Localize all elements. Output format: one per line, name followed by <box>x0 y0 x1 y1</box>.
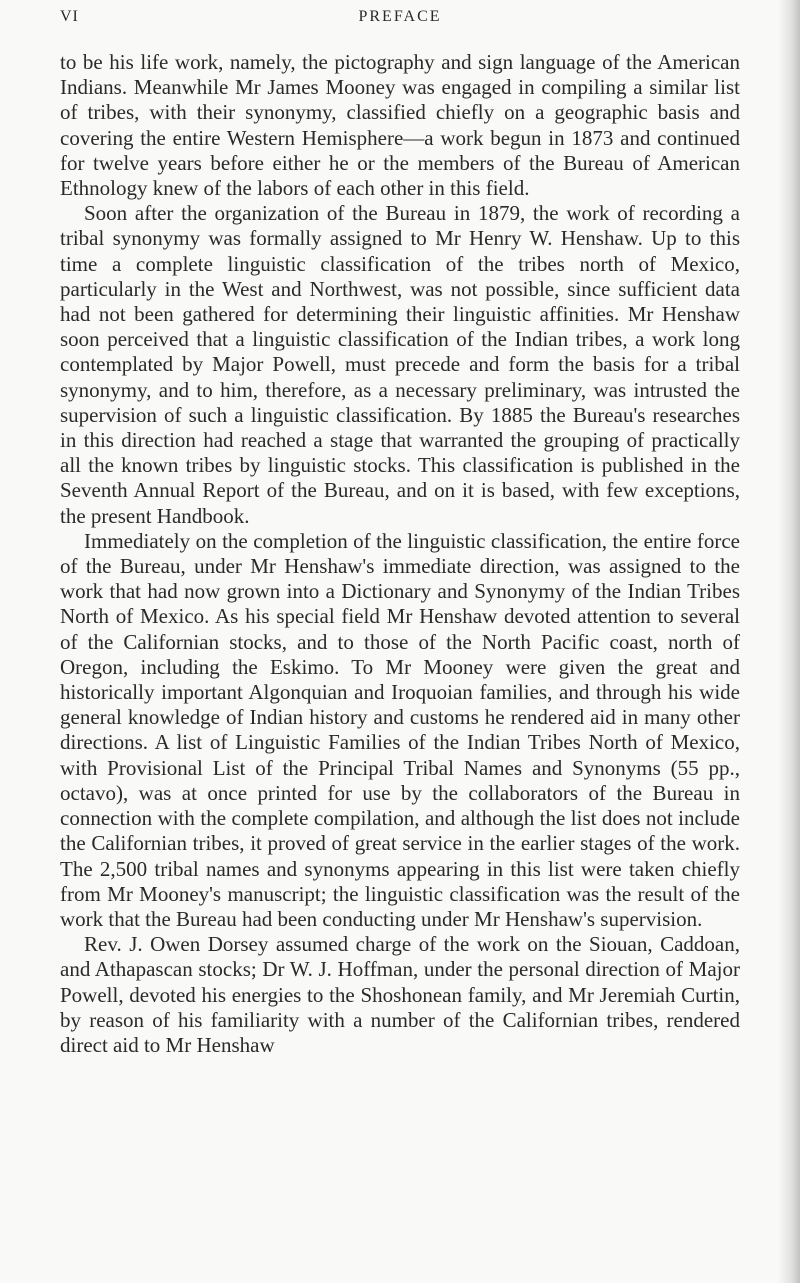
page-number: VI <box>60 8 79 25</box>
page-header <box>60 8 740 34</box>
paragraph: Immediately on the completion of the linguistic classification, the entire force of the Bureau, under Mr Henshaw's immediate direction, was assigned to the work that had now grown into a Dictionary and Synonymy of the Indian Tribes North of Mexico. As his special field Mr Henshaw devoted attention to several of the Californian stocks, and to those of the North Pacific coast, north of Oregon, including the Eskimo. To Mr Mooney were given the great and historically important Algonquian and Iroquoian families, and through his wide general knowledge of Indian history and customs he rendered aid in many other directions. A list of Linguistic Families of the Indian Tribes North of Mexico, with Provisional List of the Principal Tribal Names and Synonyms (55 pp., octavo), was at once printed for use by the collaborators of the Bureau in connection with the complete compilation, and although the list does not include the Californian tribes, it proved of great service in the earlier stages of the work. The 2,500 tribal names and synonyms appearing in this list were taken chiefly from Mr Mooney's manuscript; the linguistic classification was the result of the work that the Bureau had been conducting under Mr Henshaw's supervision. <box>60 528 740 931</box>
running-head: PREFACE <box>358 8 442 25</box>
page-edge-shadow <box>778 0 800 1283</box>
paragraph: Rev. J. Owen Dorsey assumed charge of the work on the Siouan, Caddoan, and Athapascan stocks; Dr W. J. Hoffman, under the personal direction of Major Powell, devoted his energies to the Shoshonean family, and Mr Jeremiah Curtin, by reason of his familiarity with a number of the Californian tribes, rendered direct aid to Mr Henshaw <box>60 932 740 1057</box>
page-body <box>60 50 740 1058</box>
paragraph: to be his life work, namely, the pictography and sign language of the American Indians. Meanwhile Mr James Mooney was engaged in compiling a similar list of tribes, with their synonymy, classified chiefly on a geographic basis and covering the entire Western Hemisphere—a work begun in 1873 and continued for twelve years before either he or the members of the Bureau of American Ethnology knew of the labors of each other in this field. <box>60 50 740 201</box>
paragraph: Soon after the organization of the Bureau in 1879, the work of recording a tribal synonymy was formally assigned to Mr Henry W. Henshaw. Up to this time a complete linguistic classification of the tribes north of Mexico, particularly in the West and Northwest, was not possible, since sufficient data had not been gathered for determining their linguistic affinities. Mr Henshaw soon perceived that a linguistic classification of the Indian tribes, a work long contemplated by Major Powell, must precede and form the basis for a tribal synonymy, and to him, therefore, as a necessary preliminary, was intrusted the supervision of such a linguistic classification. By 1885 the Bureau's researches in this direction had reached a stage that warranted the grouping of practically all the known tribes by linguistic stocks. This classification is published in the Seventh Annual Report of the Bureau, and on it is based, with few exceptions, the present Handbook. <box>60 201 740 528</box>
